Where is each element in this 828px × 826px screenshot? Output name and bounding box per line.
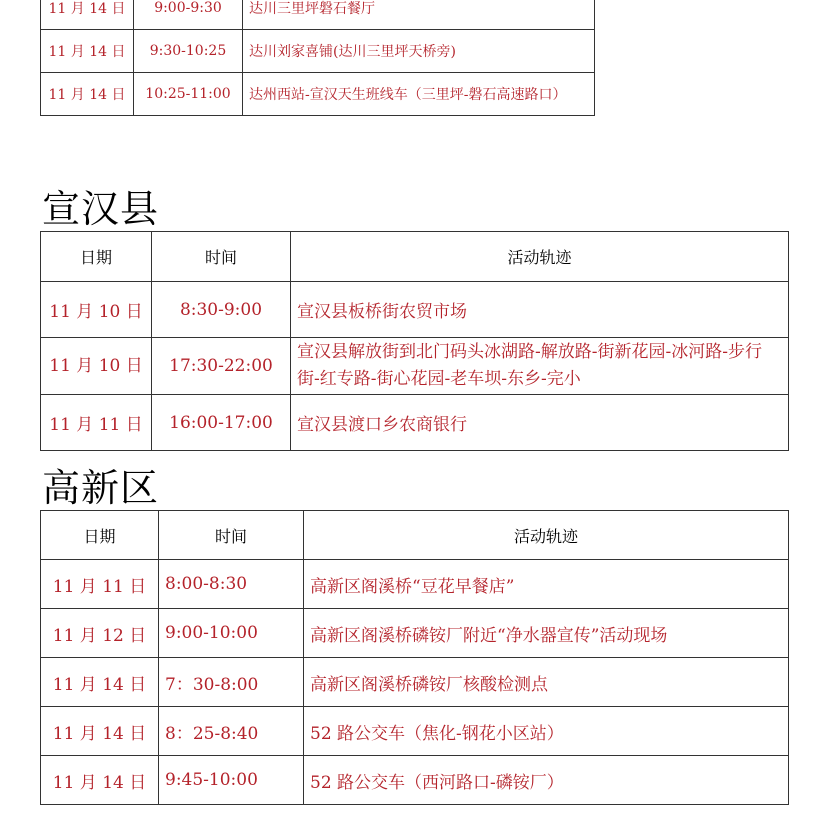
table-row — [41, 338, 789, 395]
table-row — [41, 395, 789, 451]
table-row — [41, 560, 789, 609]
track-cell: 52 路公交车（西河路口-磷铵厂） — [304, 756, 789, 805]
table-row — [41, 756, 789, 805]
time-cell: 9:30-10:25 — [134, 30, 243, 73]
table-row — [41, 609, 789, 658]
table-header-row — [41, 232, 789, 282]
track-cell: 宣汉县板桥街农贸市场 — [291, 282, 789, 338]
header-track: 活动轨迹 — [304, 511, 789, 560]
date-cell: 11 月 11 日 — [41, 560, 159, 609]
table-header-row — [41, 511, 789, 560]
track-cell: 宣汉县渡口乡农商银行 — [291, 395, 789, 451]
track-cell: 达川刘家喜铺(达川三里坪天桥旁) — [243, 30, 595, 73]
track-cell: 高新区阁溪桥磷铵厂附近“净水器宣传”活动现场 — [304, 609, 789, 658]
track-cell: 达川三里坪磐石餐厅 — [243, 0, 595, 30]
table-row — [41, 707, 789, 756]
time-cell: 8:30-9:00 — [152, 282, 291, 338]
header-date: 日期 — [41, 232, 152, 282]
date-cell: 11 月 14 日 — [41, 707, 159, 756]
table-xuanhan — [40, 231, 789, 451]
date-cell: 11 月 11 日 — [41, 395, 152, 451]
time-cell: 9:00-9:30 — [134, 0, 243, 30]
date-cell: 11 月 10 日 — [41, 282, 152, 338]
date-cell: 11 月 12 日 — [41, 609, 159, 658]
time-cell: 9:00-10:00 — [159, 609, 304, 658]
time-cell: 10:25-11:00 — [134, 73, 243, 116]
header-track: 活动轨迹 — [291, 232, 789, 282]
section-title-xuanhan: 宣汉县 — [42, 187, 160, 231]
table-gaoxin — [40, 510, 789, 805]
track-cell: 高新区阁溪桥磷铵厂核酸检测点 — [304, 658, 789, 707]
track-cell: 52 路公交车（焦化-钢花小区站） — [304, 707, 789, 756]
time-cell: 7：30-8:00 — [159, 658, 304, 707]
track-cell: 达州西站-宣汉天生班线车（三里坪-磐石高速路口） — [243, 73, 595, 116]
header-time: 时间 — [152, 232, 291, 282]
time-cell: 8：25-8:40 — [159, 707, 304, 756]
table-row — [41, 30, 595, 73]
date-cell: 11 月 10 日 — [41, 338, 152, 395]
date-cell: 11 月 14 日 — [41, 0, 134, 30]
section-title-gaoxin: 高新区 — [42, 466, 160, 510]
table-dachuan-continued — [40, 0, 595, 116]
time-cell: 17:30-22:00 — [152, 338, 291, 395]
table-row — [41, 282, 789, 338]
track-cell: 高新区阁溪桥“豆花早餐店” — [304, 560, 789, 609]
table-row — [41, 0, 595, 30]
date-cell: 11 月 14 日 — [41, 30, 134, 73]
table-row — [41, 658, 789, 707]
time-cell: 9:45-10:00 — [159, 756, 304, 805]
date-cell: 11 月 14 日 — [41, 658, 159, 707]
track-cell: 宣汉县解放街到北门码头冰湖路-解放路-街新花园-冰河路-步行街-红专路-街心花园-老车坝-东乡-完小 — [291, 338, 789, 395]
header-date: 日期 — [41, 511, 159, 560]
time-cell: 8:00-8:30 — [159, 560, 304, 609]
date-cell: 11 月 14 日 — [41, 756, 159, 805]
header-time: 时间 — [159, 511, 304, 560]
table-row — [41, 73, 595, 116]
time-cell: 16:00-17:00 — [152, 395, 291, 451]
date-cell: 11 月 14 日 — [41, 73, 134, 116]
